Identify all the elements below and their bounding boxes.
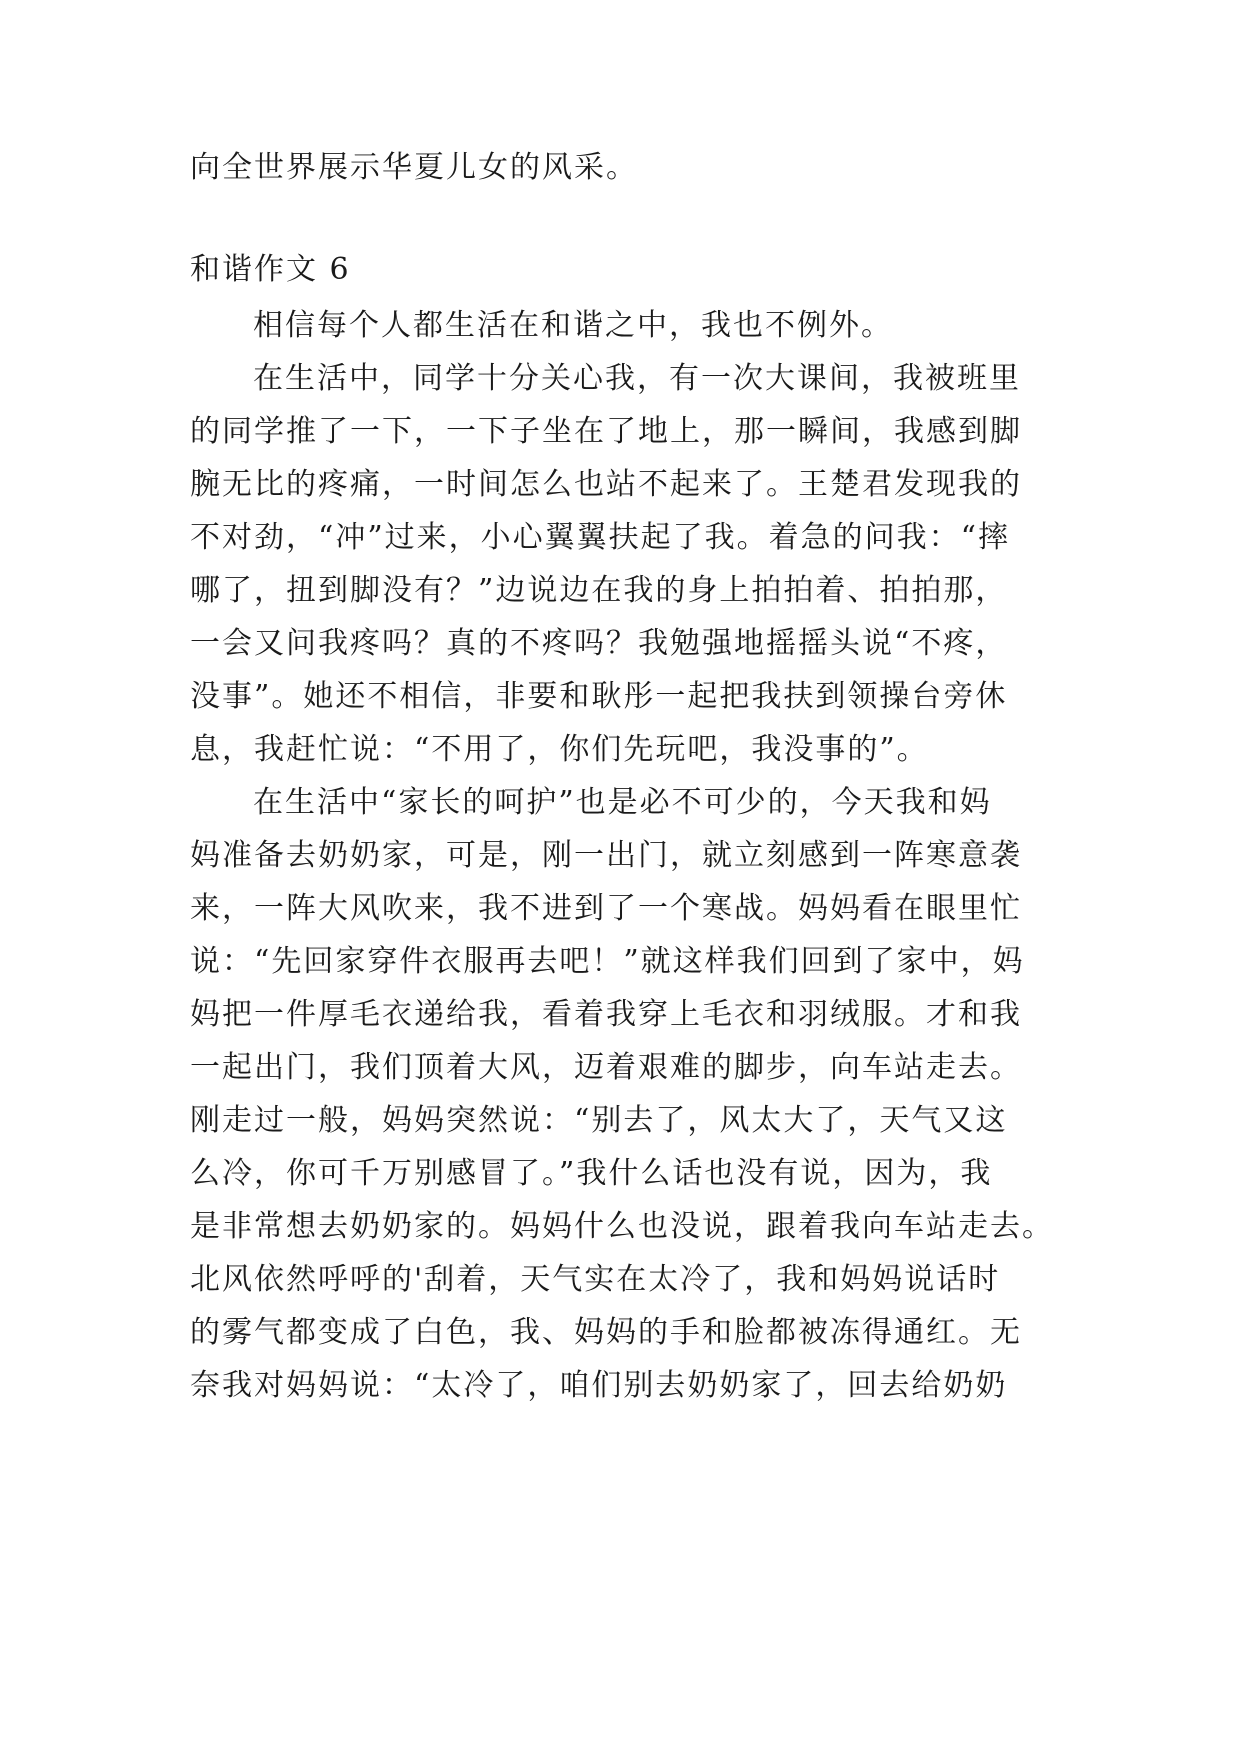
paragraph-line: 刚走过一般，妈妈突然说：“别去了，风太大了，天气又这 — [190, 1103, 1008, 1138]
paragraph-line: 在生活中“家长的呵护”也是必不可少的，今天我和妈 — [253, 785, 992, 820]
paragraph-line: 一会又问我疼吗？真的不疼吗？我勉强地摇摇头说“不疼， — [190, 626, 1008, 661]
paragraph-line: 妈把一件厚毛衣递给我，看着我穿上毛衣和羽绒服。才和我 — [190, 997, 1022, 1032]
paragraph-line: 腕无比的疼痛，一时间怎么也站不起来了。王楚君发现我的 — [190, 467, 1022, 502]
paragraph-line: 奈我对妈妈说：“太冷了，咱们别去奶奶家了，回去给奶奶 — [190, 1368, 1008, 1403]
paragraph-line: 相信每个人都生活在和谐之中，我也不例外。 — [253, 308, 893, 343]
paragraph-line: 妈准备去奶奶家，可是，刚一出门，就立刻感到一阵寒意袭 — [190, 838, 1022, 873]
paragraph-line: 哪了，扭到脚没有？”边说边在我的身上拍拍着、拍拍那， — [190, 573, 1008, 608]
paragraph-line: 来，一阵大风吹来，我不进到了一个寒战。妈妈看在眼里忙 — [190, 891, 1022, 926]
paragraph-line: 说：“先回家穿件衣服再去吧！”就这样我们回到了家中，妈 — [190, 944, 1025, 979]
paragraph-line: 是非常想去奶奶家的。妈妈什么也没说，跟着我向车站走去。 — [190, 1209, 1054, 1244]
paragraph-line: 的雾气都变成了白色，我、妈妈的手和脸都被冻得通红。无 — [190, 1315, 1022, 1350]
paragraph-line: 么冷，你可千万别感冒了。”我什么话也没有说，因为，我 — [190, 1156, 993, 1191]
paragraph-line: 北风依然呼呼的'刮着，天气实在太冷了，我和妈妈说话时 — [190, 1262, 1001, 1297]
intro-tail-line: 向全世界展示华夏儿女的风采。 — [190, 150, 638, 185]
section-title: 和谐作文 6 — [190, 252, 351, 287]
paragraph-line: 息，我赶忙说：“不用了，你们先玩吧，我没事的”。 — [190, 732, 929, 767]
paragraph-line: 一起出门，我们顶着大风，迈着艰难的脚步，向车站走去。 — [190, 1050, 1022, 1085]
paragraph-line: 没事”。她还不相信，非要和耿彤一起把我扶到领操台旁休 — [190, 679, 1008, 714]
paragraph-line: 不对劲，“冲”过来，小心翼翼扶起了我。着急的问我：“摔 — [190, 520, 1011, 555]
paragraph-line: 的同学推了一下，一下子坐在了地上，那一瞬间，我感到脚 — [190, 414, 1022, 449]
paragraph-line: 在生活中，同学十分关心我，有一次大课间，我被班里 — [253, 361, 1021, 396]
